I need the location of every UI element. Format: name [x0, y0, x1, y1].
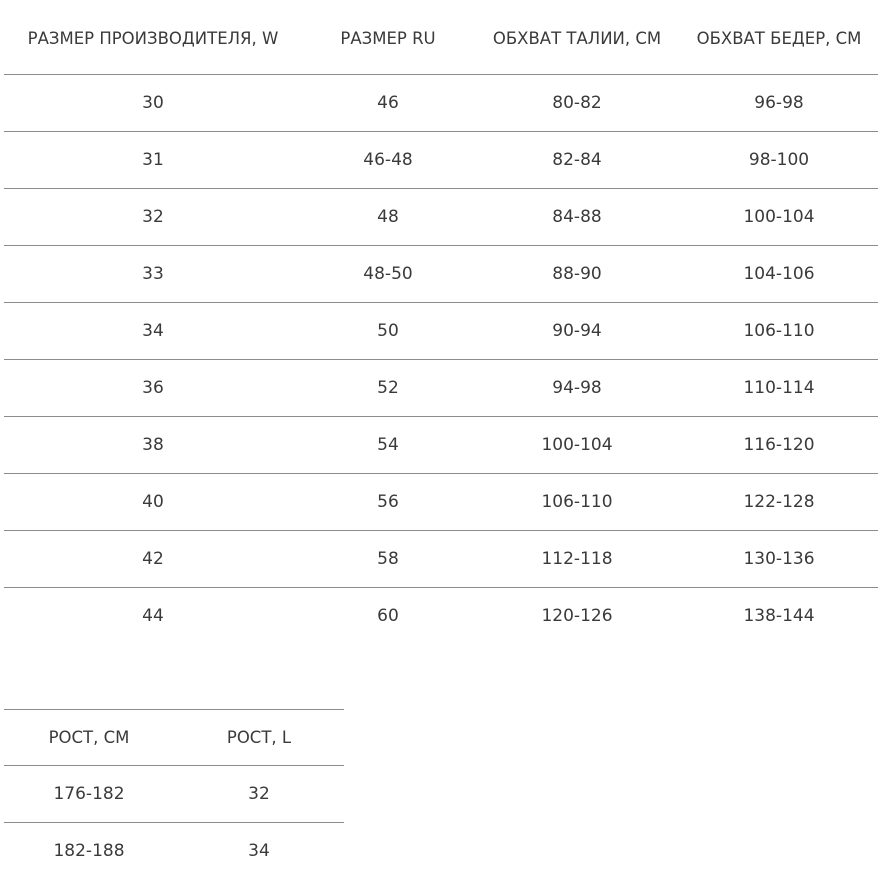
- cell-manufacturer-size: 33: [4, 245, 302, 302]
- cell-hips: 138-144: [680, 587, 878, 644]
- table-row: [4, 473, 878, 530]
- cell-hips: 104-106: [680, 245, 878, 302]
- header-waist: ОБХВАТ ТАЛИИ, СМ: [492, 28, 662, 48]
- cell-manufacturer-size: 34: [4, 302, 302, 359]
- cell-manufacturer-size: 44: [4, 587, 302, 644]
- height-chart-table: [4, 709, 344, 880]
- cell-height-l: 32: [174, 766, 344, 823]
- height-chart-header: [4, 710, 344, 766]
- cell-manufacturer-size: 38: [4, 416, 302, 473]
- cell-manufacturer-size: 31: [4, 131, 302, 188]
- cell-ru-size: 52: [302, 359, 474, 416]
- cell-hips: 130-136: [680, 530, 878, 587]
- table-row: [4, 188, 878, 245]
- cell-hips: 106-110: [680, 302, 878, 359]
- cell-ru-size: 56: [302, 473, 474, 530]
- header-ru-size: РАЗМЕР RU: [340, 28, 436, 48]
- cell-ru-size: 48-50: [302, 245, 474, 302]
- header-height-l: РОСТ, L: [226, 727, 292, 747]
- cell-waist: 100-104: [474, 416, 680, 473]
- cell-hips: 110-114: [680, 359, 878, 416]
- header-row: [4, 710, 344, 766]
- table-row: [4, 359, 878, 416]
- cell-waist: 84-88: [474, 188, 680, 245]
- cell-height-cm: 182-188: [4, 823, 174, 880]
- header-manufacturer-size: РАЗМЕР ПРОИЗВОДИТЕЛЯ, W: [27, 28, 279, 48]
- cell-ru-size: 46-48: [302, 131, 474, 188]
- table-row: [4, 416, 878, 473]
- cell-height-cm: 176-182: [4, 766, 174, 823]
- cell-hips: 122-128: [680, 473, 878, 530]
- cell-waist: 90-94: [474, 302, 680, 359]
- table-row: [4, 823, 344, 880]
- cell-manufacturer-size: 42: [4, 530, 302, 587]
- header-hips: ОБХВАТ БЕДЕР, СМ: [696, 28, 862, 48]
- cell-waist: 94-98: [474, 359, 680, 416]
- table-row: [4, 530, 878, 587]
- cell-ru-size: 54: [302, 416, 474, 473]
- cell-hips: 116-120: [680, 416, 878, 473]
- cell-ru-size: 46: [302, 74, 474, 131]
- cell-ru-size: 50: [302, 302, 474, 359]
- cell-hips: 98-100: [680, 131, 878, 188]
- header-height-cm: РОСТ, СМ: [48, 727, 130, 747]
- cell-waist: 80-82: [474, 74, 680, 131]
- cell-manufacturer-size: 40: [4, 473, 302, 530]
- cell-hips: 96-98: [680, 74, 878, 131]
- cell-manufacturer-size: 30: [4, 74, 302, 131]
- cell-hips: 100-104: [680, 188, 878, 245]
- height-chart-body: [4, 766, 344, 880]
- size-chart-table: [4, 0, 878, 645]
- header-row: [4, 0, 878, 74]
- table-row: [4, 131, 878, 188]
- cell-waist: 106-110: [474, 473, 680, 530]
- size-chart-body: [4, 74, 878, 644]
- cell-waist: 120-126: [474, 587, 680, 644]
- cell-waist: 112-118: [474, 530, 680, 587]
- table-row: [4, 245, 878, 302]
- size-chart-header: [4, 0, 878, 74]
- table-row: [4, 74, 878, 131]
- cell-manufacturer-size: 36: [4, 359, 302, 416]
- table-row: [4, 766, 344, 823]
- cell-waist: 88-90: [474, 245, 680, 302]
- cell-height-l: 34: [174, 823, 344, 880]
- cell-ru-size: 48: [302, 188, 474, 245]
- cell-ru-size: 58: [302, 530, 474, 587]
- cell-ru-size: 60: [302, 587, 474, 644]
- table-row: [4, 302, 878, 359]
- cell-manufacturer-size: 32: [4, 188, 302, 245]
- table-row: [4, 587, 878, 644]
- cell-waist: 82-84: [474, 131, 680, 188]
